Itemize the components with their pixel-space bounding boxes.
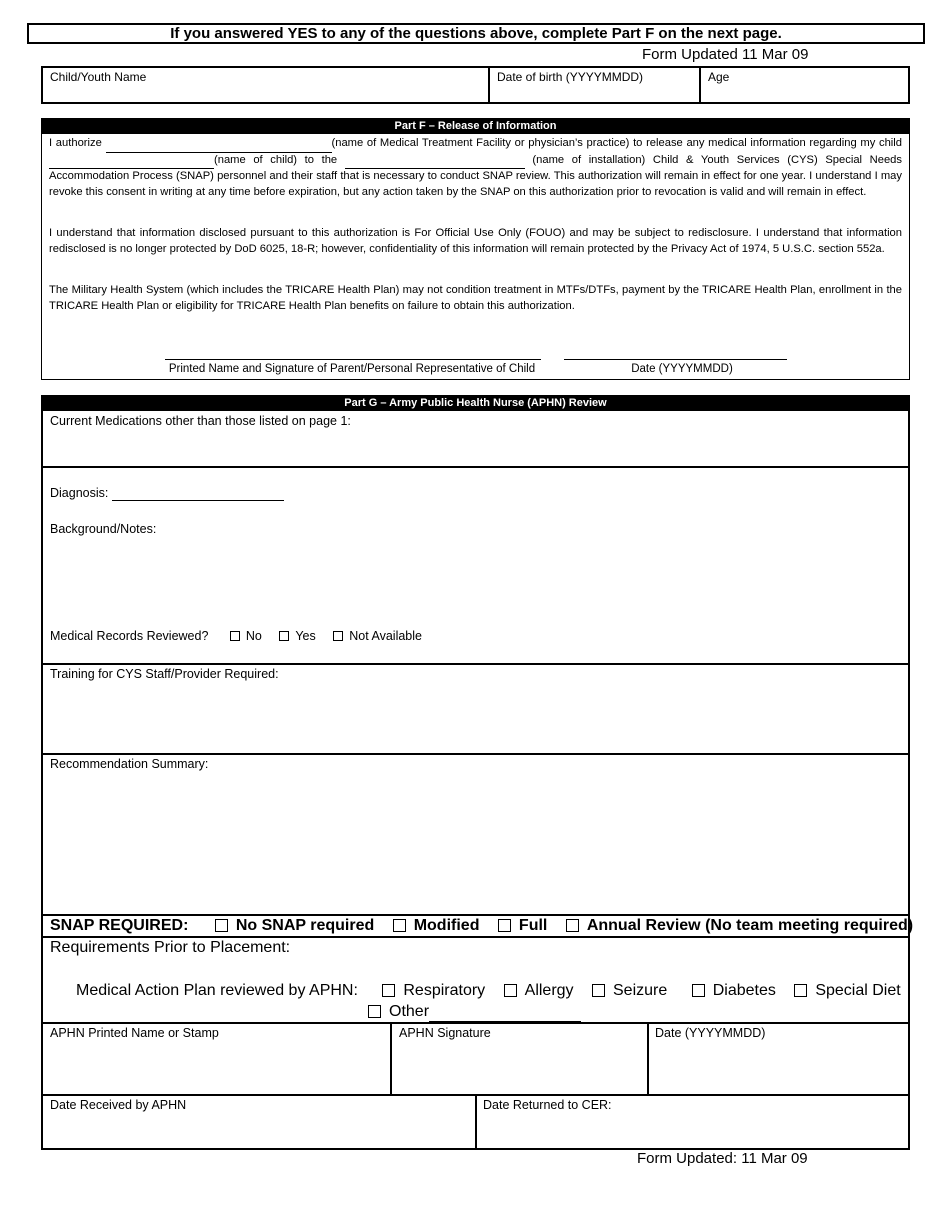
training-label: Training for CYS Staff/Provider Required: (50, 667, 279, 681)
recommendation-label: Recommendation Summary: (50, 757, 209, 771)
parent-date-line[interactable] (564, 359, 787, 360)
snap-full-checkbox[interactable] (498, 919, 511, 932)
date-returned-label: Date Returned to CER: (483, 1098, 612, 1112)
part-g-title: Part G – Army Public Health Nurse (APHN) Review (42, 396, 909, 411)
map-other-label: Other (389, 1003, 430, 1020)
diagnosis-row (50, 486, 284, 501)
snap-modified-label: Modified (413, 917, 480, 934)
map-other-row (368, 1003, 581, 1022)
map-seizure-label: Seizure (613, 982, 668, 999)
facility-blank[interactable] (106, 136, 332, 153)
parent-date-label: Date (YYYYMMDD) (631, 363, 733, 375)
aphn-name-label: APHN Printed Name or Stamp (50, 1026, 219, 1040)
snap-required-row (50, 917, 913, 935)
authorize-text: I authorize (49, 137, 102, 149)
medical-action-plan-label: Medical Action Plan reviewed by APHN: (76, 982, 358, 999)
divider-dates (475, 1094, 477, 1148)
records-na-label: Not Available (349, 629, 422, 643)
records-yes-label: Yes (295, 629, 316, 643)
parent-signature-line[interactable] (165, 359, 541, 360)
map-respiratory-checkbox[interactable] (382, 984, 395, 997)
divider-recommendation (43, 914, 908, 916)
divider-snap (43, 936, 908, 938)
map-other-blank[interactable] (429, 1003, 581, 1022)
records-reviewed-row (50, 629, 436, 643)
records-na-checkbox[interactable] (333, 631, 343, 641)
part-f-paragraph-3: The Military Health System (which includes the TRICARE Health Plan) may not condition treatment in MTFs/DTFs, payment by the TRICARE Health Plan, enrollment in the TRICARE Health Plan or eligibility for TRICARE Health Plan benefits on failure to obtain this authorization. (49, 284, 902, 312)
divider-meds (43, 466, 908, 468)
map-special-diet-label: Special Diet (815, 982, 901, 999)
child-info-row (41, 66, 910, 104)
age-field[interactable] (701, 68, 906, 102)
form-updated-top: Form Updated 11 Mar 09 (642, 46, 809, 63)
records-no-checkbox[interactable] (230, 631, 240, 641)
map-allergy-checkbox[interactable] (504, 984, 517, 997)
snap-required-label: SNAP REQUIRED: (50, 917, 189, 934)
snap-modified-checkbox[interactable] (393, 919, 406, 932)
current-medications-label: Current Medications other than those listed on page 1: (50, 414, 351, 428)
form-updated-bottom: Form Updated: 11 Mar 09 (637, 1150, 808, 1167)
parent-signature-label: Printed Name and Signature of Parent/Personal Representative of Child (168, 363, 536, 375)
part-f-section (41, 118, 910, 380)
map-seizure-checkbox[interactable] (592, 984, 605, 997)
map-diabetes-checkbox[interactable] (692, 984, 705, 997)
authorize-text-4: (name of installation) Child & Youth Services (CYS) Special Needs Accommodation Process (SNAP) personnel and their staff that is necessary to conduct SNAP review. This authorization will remain in effect for one year. I understand I may revoke this consent in writing at any time before expiration, but any action taken by the SNAP on this authorization prior to revocation is valid and will remain in effect. (49, 153, 902, 198)
authorize-text-2: (name of Medical Treatment Facility or physician’s practice) to release any medical information regarding my child (331, 137, 902, 149)
records-reviewed-label: Medical Records Reviewed? (50, 629, 209, 643)
diagnosis-label: Diagnosis: (50, 486, 109, 500)
divider-records (43, 663, 908, 665)
dob-field[interactable] (490, 68, 701, 102)
records-no-label: No (245, 629, 262, 643)
snap-annual-label: Annual Review (No team meeting required) (586, 917, 914, 934)
instruction-banner: If you answered YES to any of the questions above, complete Part F on the next page. (27, 23, 925, 44)
requirements-label: Requirements Prior to Placement: (50, 939, 291, 956)
diagnosis-blank[interactable] (112, 486, 284, 501)
authorize-text-3: (name of child) to the (214, 153, 338, 166)
divider-training (43, 753, 908, 755)
part-f-title: Part F – Release of Information (42, 119, 909, 134)
part-f-paragraph-2: I understand that information disclosed pursuant to this authorization is For Official Use Only (FOUO) and may be subject to redisclosure. I understand that information redisclosed is no longer protected by DoD 6025, 18-R; however, confidentiality of this information will remain protected by the Privacy Act of 1974, 5 U.S.C. section 552a. (49, 227, 902, 255)
map-diabetes-label: Diabetes (712, 982, 776, 999)
snap-annual-checkbox[interactable] (566, 919, 579, 932)
part-f-paragraph-1 (49, 136, 902, 200)
medical-action-plan-row (76, 982, 901, 1000)
child-name-field[interactable] (43, 68, 490, 102)
child-name-blank[interactable] (49, 153, 214, 170)
map-other-checkbox[interactable] (368, 1005, 381, 1018)
snap-full-label: Full (518, 917, 548, 934)
child-name-label: Child/Youth Name (50, 70, 147, 84)
records-yes-checkbox[interactable] (279, 631, 289, 641)
snap-none-label: No SNAP required (235, 917, 375, 934)
map-allergy-label: Allergy (524, 982, 574, 999)
divider-aphn-1 (390, 1022, 392, 1094)
map-special-diet-checkbox[interactable] (794, 984, 807, 997)
background-label: Background/Notes: (50, 522, 157, 536)
aphn-date-label: Date (YYYYMMDD) (655, 1026, 766, 1040)
installation-blank[interactable] (345, 153, 525, 170)
part-g-section (41, 395, 914, 1150)
divider-requirements (43, 1022, 908, 1024)
aphn-signature-label: APHN Signature (399, 1026, 491, 1040)
age-label: Age (708, 70, 730, 84)
dob-label: Date of birth (YYYYMMDD) (497, 70, 644, 84)
date-received-label: Date Received by APHN (50, 1098, 187, 1112)
snap-none-checkbox[interactable] (215, 919, 228, 932)
divider-aphn-2 (647, 1022, 649, 1094)
map-respiratory-label: Respiratory (403, 982, 486, 999)
